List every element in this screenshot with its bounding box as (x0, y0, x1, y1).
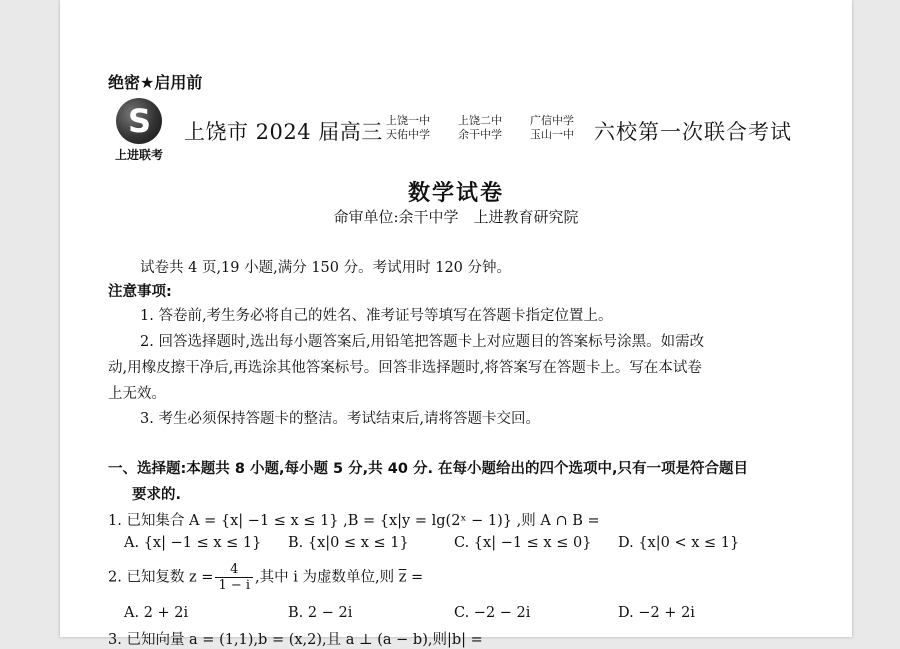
question-2-equals: = (410, 569, 424, 586)
secret-label: 绝密★启用前 (108, 73, 203, 92)
note-item-2-line2: 动,用橡皮擦干净后,再选涂其他答案标号。回答非选择题时,将答案写在答题卡上。写在本试卷 (108, 360, 702, 376)
logo-text: 上进联考 (114, 148, 163, 162)
question-2-stem-post: ,其中 i 为虚数单位,则 (255, 569, 395, 586)
note-item-2-line1: 2. 回答选择题时,选出每小题答案后,用铅笔把答题卡上对应题目的答案标号涂黑。如需改 (140, 334, 705, 350)
school-group-2 (458, 114, 502, 142)
note-item-3: 3. 考生必须保持答题卡的整洁。考试结束后,请将答题卡交回。 (140, 411, 541, 427)
logo-letter-icon: S (128, 102, 152, 140)
conjugate-z: $\overline{z}$ (398, 569, 407, 586)
section1-heading-cont: 要求的. (132, 487, 182, 503)
exam-title-suffix: 六校第一次联合考试 (594, 120, 792, 144)
school-name: 上饶一中 (386, 114, 430, 127)
section1-heading: 一、选择题:本题共 8 小题,每小题 5 分,共 40 分. 在每小题给出的四个选项中,只有一项是符合题目 (108, 461, 749, 477)
question-1-option-b: B. {x|0 ≤ x ≤ 1} (288, 535, 409, 551)
question-2-stem-pre: 2. 已知复数 z = (108, 569, 214, 586)
question-3-stem-partial: 3. 已知向量 a = (1,1),b = (x,2),且 a ⊥ (a − b),则|b| = (108, 632, 483, 648)
question-2-option-d: D. −2 + 2i (618, 605, 695, 621)
question-2-option-c: C. −2 − 2i (454, 605, 531, 621)
school-name: 广信中学 (530, 114, 574, 127)
note-item-1: 1. 答卷前,考生务必将自己的姓名、准考证号等填写在答题卡指定位置上。 (140, 308, 613, 324)
school-group-1 (386, 114, 430, 142)
shangjin-logo (108, 98, 170, 164)
intro-text: 试卷共 4 页,19 小题,满分 150 分。考试用时 120 分钟。 (140, 260, 512, 276)
school-name: 余干中学 (458, 128, 502, 141)
notes-heading: 注意事项: (108, 284, 172, 300)
subject-title: 数学试卷 (407, 181, 504, 206)
exam-title-prefix: 上饶市 2024 届高三 (184, 120, 383, 144)
fraction-numerator: 4 (215, 562, 253, 578)
note-item-2-line3: 上无效。 (108, 386, 166, 402)
school-name: 上饶二中 (458, 114, 502, 127)
exam-page (60, 0, 852, 648)
school-name: 天佑中学 (386, 128, 430, 141)
question-1-option-d: D. {x|0 < x ≤ 1} (618, 535, 740, 551)
question-2-option-b: B. 2 − 2i (288, 605, 353, 621)
question-2-fraction (215, 562, 253, 593)
compiling-unit: 命审单位:余干中学 上进教育研究院 (333, 208, 579, 226)
question-1-stem: 1. 已知集合 A = {x| −1 ≤ x ≤ 1} ,B = {x|y = lg(2ˣ − 1)} ,则 A ∩ B = (108, 513, 600, 529)
school-name: 玉山一中 (530, 128, 574, 141)
question-1-option-a: A. {x| −1 ≤ x ≤ 1} (124, 535, 262, 551)
question-2-stem (108, 562, 423, 593)
question-2-option-a: A. 2 + 2i (124, 605, 189, 621)
fraction-denominator: 1 − i (218, 578, 251, 593)
school-group-3 (530, 114, 574, 142)
question-1-option-c: C. {x| −1 ≤ x ≤ 0} (454, 535, 592, 551)
